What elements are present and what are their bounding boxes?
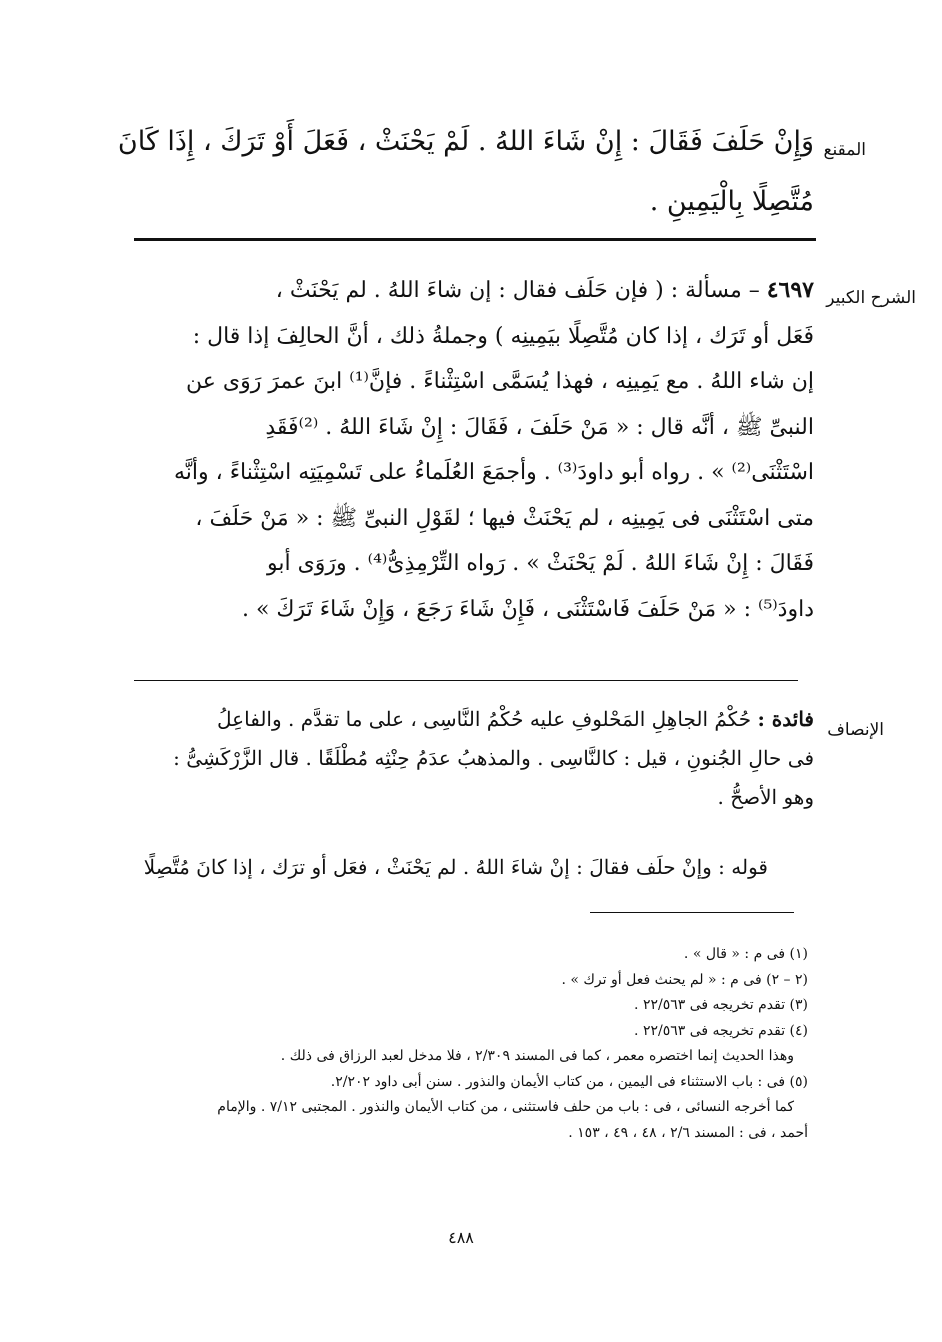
footnote: أحمد ، فى : المسند ٢/٦ ، ٤٨ ، ٤٩ ، ١٥٣ . [568, 1124, 808, 1141]
footnote-divider [590, 912, 794, 913]
section-divider [134, 238, 816, 241]
insaf-line: وهو الأصحُّ . [717, 785, 814, 809]
footnote: (٥) فى : باب الاستثناء فى اليمين ، من كتاب الأيمان والنذور . سنن أبى داود ٢/٢٠٢. [330, 1073, 808, 1090]
footnote: (١) فى م : « قال » . [683, 946, 808, 962]
sharh-line: فَقَالَ : إِنْ شَاءَ اللهُ . لَمْ يَحْنَثْ » . رَواه التِّرْمِذِىُّ⁽⁴⁾ . ورَوَى أبو [266, 551, 814, 576]
footnote: (٣) تقدم تخريجه فى ٢٢/٥٦٣ . [634, 997, 808, 1013]
sharh-line: ٤٦٩٧ – مسألة : ( فإن حَلَف فقال : إن شاءَ اللهُ . لم يَحْنَثْ ، [275, 277, 814, 303]
muqni-line: مُتَّصِلًا بِالْيَمِينِ . [649, 186, 814, 217]
insaf-label: الإنصاف [827, 720, 884, 740]
insaf-text [134, 700, 814, 817]
sharh-line: داودَ⁽⁵⁾ : « مَنْ حَلَفَ فَاسْتَثْنَى ، فَإِنْ شَاءَ رَجَعَ ، وَإِنْ شَاءَ تَرَكَ » . [241, 596, 814, 622]
footnote: كما أخرجه النسائى ، فى : باب من حلف فاستثنى ، من كتاب الأيمان والنذور . المجتبى ٧/١٢ . والإمام [217, 1099, 794, 1115]
footnote: وهذا الحديث إنما اختصره معمر ، كما فى المسند ٢/٣٠٩ ، فلا مدخل لعبد الرزاق فى ذلك . [280, 1048, 794, 1064]
sharh-label: الشرح الكبير [826, 288, 916, 308]
masala-number: ٤٦٩٧ [766, 277, 814, 303]
sharh-line: اسْتَثْنَى⁽²⁾ » . رواه أبو داودَ⁽³⁾ . وأجمَعَ العُلَماءُ على تَسْمِيَتِه اسْتِثْناءً ، وأنَّه [173, 460, 814, 485]
sharh-text [134, 268, 814, 632]
insaf-line: فائدة : حُكْمُ الجاهِلِ المَحْلوفِ عليه حُكْمُ النَّاسِى ، على ما تقدَّم . والفاعِلُ [217, 707, 814, 731]
section-divider [134, 680, 798, 681]
qawl-text [134, 848, 814, 887]
sharh-line: فَعَل أو تَرَك ، إذا كان مُتَّصِلًا بيَمِينِه ) وجملةُ ذلك ، أنَّ الحالِفَ إذا قال : [192, 323, 814, 349]
footnotes [160, 942, 808, 1146]
muqni-label: المقنع [823, 140, 866, 160]
qawl-line: قوله : وإنْ حلَف فقالَ : إنْ شاءَ اللهُ . لم يَحْنَثْ ، فعَل أو ترَك ، إذا كانَ مُتَّصِلًا [143, 855, 768, 879]
muqni-text [117, 112, 814, 232]
footnote: (٢ – ٢) فى م : « لم يحنث فعل أو ترك » . [561, 971, 808, 988]
footnote: (٤) تقدم تخريجه فى ٢٢/٥٦٣ . [634, 1022, 808, 1039]
muqni-line: وَإِنْ حَلَفَ فَقَالَ : إِنْ شَاءَ اللهُ . لَمْ يَحْنَثْ ، فَعَلَ أَوْ تَرَكَ ، إِذَا كَانَ [117, 126, 814, 157]
page-number: ٤٨٨ [448, 1228, 474, 1247]
faida-lead: فائدة : [757, 707, 814, 731]
sharh-line: متى اسْتَثْنَى فى يَمِينِه ، لم يَحْنَثْ فيها ؛ لقَوْلِ النبىِّ ﷺ : « مَنْ حَلَفَ ، [195, 505, 814, 531]
sharh-line: النبىِّ ﷺ ، أنَّه قال : « مَنْ حَلَفَ ، فَقَالَ : إِنْ شَاءَ اللهُ . ⁽²⁾فَقَدِ [265, 414, 814, 440]
insaf-line: فى حالِ الجُنونِ ، قيل : كالنَّاسِى . والمذهبُ عدَمُ حِنْثِه مُطْلَقًا . قال الزَّرْكَشِىُّ : [173, 746, 814, 770]
sharh-line: إن شاء اللهُ . مع يَمِينِه ، فهذا يُسَمَّى اسْتِثْناءً . فإنَّ⁽¹⁾ ابنَ عمرَ رَوَى عن [186, 369, 814, 394]
